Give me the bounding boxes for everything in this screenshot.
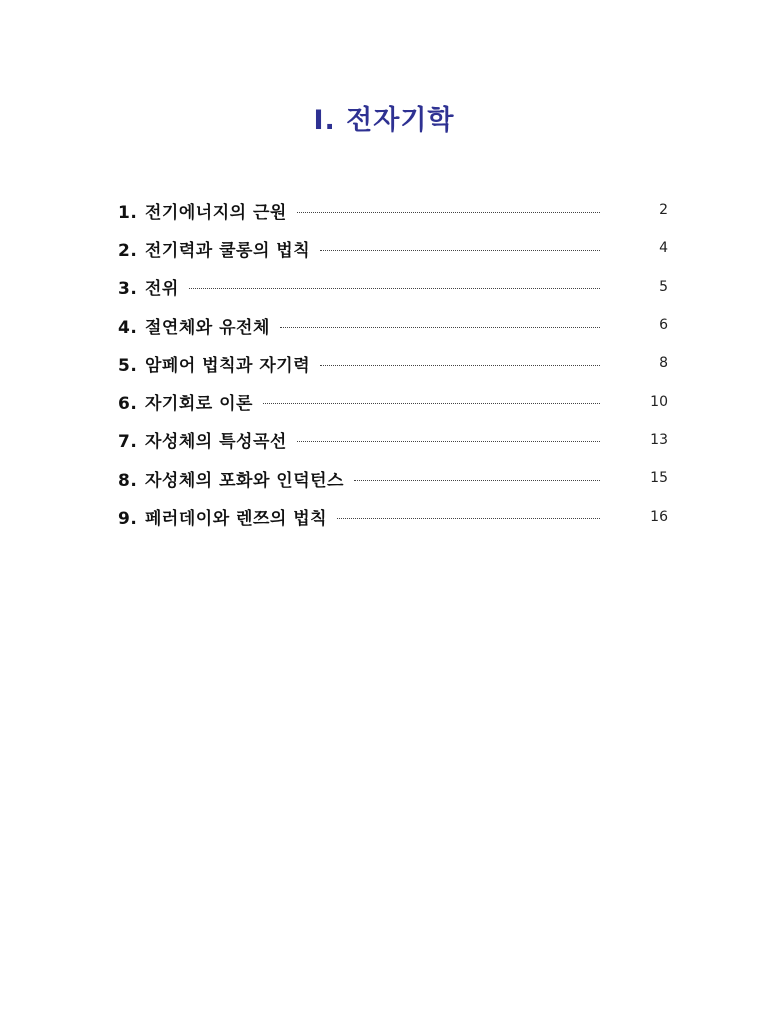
toc-entry-page: 4 [659, 240, 668, 257]
toc-entry[interactable] [118, 497, 668, 535]
toc-entry-number: 4. [118, 317, 138, 338]
toc-entry[interactable] [118, 229, 668, 267]
toc-entry-page: 15 [650, 470, 668, 487]
toc-entry-page: 16 [650, 508, 668, 525]
toc-entry-text: 전위 [145, 279, 179, 300]
toc-entry-text: 페러데이와 렌쯔의 법칙 [145, 509, 328, 530]
toc-entry-number: 1. [118, 202, 138, 223]
toc-entry[interactable] [118, 191, 668, 229]
chapter-title: Ⅰ. 전자기학 [313, 105, 455, 136]
toc-entry-text: 자기회로 이론 [145, 394, 253, 415]
toc-dot-leader [263, 403, 600, 404]
toc-dot-leader [189, 288, 600, 289]
toc-entry-text: 절연체와 유전체 [145, 317, 270, 338]
toc-entry-number: 5. [118, 355, 138, 376]
toc-entry-number: 8. [118, 470, 138, 491]
toc-dot-leader [337, 518, 600, 519]
toc-entry[interactable] [118, 382, 668, 420]
toc-entry-page: 10 [650, 393, 668, 410]
toc-entry-label [118, 198, 287, 223]
toc-entry[interactable] [118, 344, 668, 382]
toc-entry-text: 전기력과 쿨롱의 법칙 [145, 240, 311, 261]
toc-dot-leader [297, 441, 600, 442]
toc-dot-leader [320, 250, 600, 251]
toc-entry-number: 6. [118, 394, 138, 415]
toc-entry-number: 9. [118, 509, 138, 530]
toc-entry[interactable] [118, 268, 668, 306]
toc-entry-label [118, 427, 287, 452]
toc-entry-label [118, 504, 327, 529]
toc-entry-number: 2. [118, 240, 138, 261]
toc-dot-leader [280, 327, 600, 328]
toc-entry-label [118, 389, 253, 414]
toc-dot-leader [354, 480, 600, 481]
toc-entry[interactable] [118, 306, 668, 344]
table-of-contents [118, 191, 668, 536]
toc-entry-label [118, 274, 179, 299]
toc-entry-label [118, 466, 344, 491]
toc-entry-number: 3. [118, 279, 138, 300]
toc-entry-page: 6 [659, 317, 668, 334]
toc-entry-text: 전기에너지의 근원 [145, 202, 287, 223]
toc-entry[interactable] [118, 459, 668, 497]
toc-entry-text: 암페어 법칙과 자기력 [145, 355, 311, 376]
toc-entry-page: 8 [659, 355, 668, 372]
toc-entry-page: 2 [659, 202, 668, 219]
toc-entry-number: 7. [118, 432, 138, 453]
toc-dot-leader [297, 212, 600, 213]
toc-entry-label [118, 351, 310, 376]
toc-entry-label [118, 236, 310, 261]
toc-entry-text: 자성체의 포화와 인덕턴스 [145, 470, 344, 491]
toc-entry-text: 자성체의 특성곡선 [145, 432, 287, 453]
toc-dot-leader [320, 365, 600, 366]
toc-entry-page: 5 [659, 278, 668, 295]
toc-entry-page: 13 [650, 431, 668, 448]
toc-entry[interactable] [118, 421, 668, 459]
toc-entry-label [118, 313, 270, 338]
